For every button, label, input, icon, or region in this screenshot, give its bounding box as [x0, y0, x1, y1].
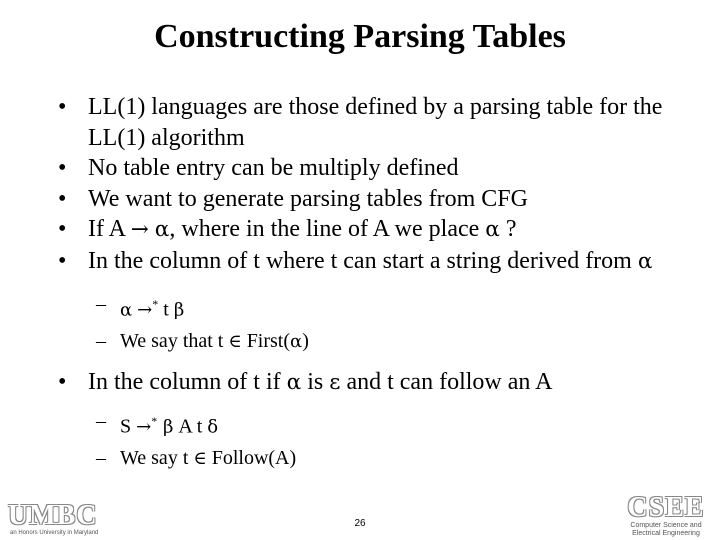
dash-icon: –: [96, 329, 106, 352]
text-part: we place: [388, 216, 486, 242]
element-of-symbol: ∈: [193, 447, 207, 469]
text-part: ?: [499, 216, 517, 242]
bullet-icon: •: [58, 216, 67, 242]
alpha-symbol: α: [286, 369, 302, 395]
bullet-ll1-languages: [58, 92, 698, 153]
bullet-icon: •: [58, 155, 67, 181]
delta-symbol: δ: [207, 416, 219, 438]
terminal-t: t: [330, 247, 338, 274]
alpha-symbol: α: [120, 299, 133, 321]
bullet-if-production: [58, 214, 698, 246]
alpha-symbol: α: [154, 217, 170, 242]
subbullet-follow-set: [58, 443, 698, 474]
text-part: If: [88, 216, 109, 242]
subbullet-derivation: [58, 289, 698, 326]
beta-symbol: β: [157, 416, 174, 438]
arrow-symbol: →: [130, 217, 149, 242]
bullet-text: No table entry can be multiply defined: [88, 155, 459, 181]
nonterminal-A: A: [108, 216, 125, 242]
text-part: and: [340, 368, 388, 395]
subbullet-follow-derivation: [58, 406, 698, 443]
alpha-symbol: α: [637, 248, 653, 274]
umbc-logo-text: UMBC: [8, 500, 98, 531]
text-part: A t: [173, 415, 208, 438]
nonterminal-A: A: [535, 368, 553, 395]
dash-icon: –: [96, 410, 106, 433]
text-part: , where in the line of: [169, 216, 373, 242]
text-part: can follow an: [393, 368, 536, 395]
bullet-no-multiple-entry: [58, 153, 698, 184]
csee-logo: [626, 494, 706, 538]
text-part: is: [301, 368, 330, 395]
bullet-text: LL(1) languages are those defined by a parsing table for the LL(1) algorithm: [88, 94, 663, 151]
bullet-list: [58, 92, 698, 474]
bullet-icon: •: [58, 94, 67, 120]
text-part: First(: [241, 329, 291, 352]
text-part: We say t: [120, 446, 194, 469]
page-number: 26: [354, 518, 366, 529]
text-part: ): [302, 329, 309, 352]
bullet-icon: •: [58, 185, 67, 212]
dash-icon: –: [96, 446, 106, 469]
star-superscript: *: [151, 414, 158, 429]
terminal-t: t: [387, 368, 394, 395]
bullet-icon: •: [58, 247, 67, 274]
text-part: if: [259, 368, 287, 395]
arrow-symbol: →: [137, 299, 153, 321]
text-part: t: [158, 298, 174, 321]
text-part: Follow(A): [206, 446, 297, 469]
bullet-column-first: [58, 246, 698, 278]
text-part: In the column of: [88, 368, 254, 395]
bullet-generate-tables: [58, 184, 698, 215]
bullet-column-follow: [58, 367, 698, 399]
epsilon-symbol: ε: [329, 369, 341, 395]
text-part: where: [259, 247, 331, 274]
alpha-symbol: α: [485, 217, 500, 242]
text-part: In the column of: [88, 247, 254, 274]
bullet-text: We want to generate parsing tables from CFG: [88, 185, 528, 212]
text-part: can start a string derived from: [337, 247, 638, 274]
terminal-t: t: [253, 247, 260, 274]
slide-title: Constructing Parsing Tables: [154, 18, 566, 55]
arrow-symbol: →: [136, 416, 152, 438]
beta-symbol: β: [173, 299, 185, 321]
umbc-logo-subtitle: an Honors University in Maryland: [10, 530, 99, 536]
text-part: S: [120, 415, 137, 438]
subbullet-first-set: [58, 326, 698, 357]
umbc-logo: [8, 502, 98, 537]
csee-logo-subtitle: Computer Science and Electrical Engineering: [630, 522, 702, 537]
terminal-t: t: [253, 368, 260, 395]
dash-icon: –: [96, 293, 106, 315]
star-superscript: *: [152, 297, 159, 311]
csee-logo-text: CSEE: [627, 492, 705, 523]
text-part: We say that t: [120, 329, 229, 352]
element-of-symbol: ∈: [228, 330, 242, 352]
bullet-icon: •: [58, 368, 67, 395]
nonterminal-A: A: [372, 216, 389, 242]
alpha-symbol: α: [290, 330, 303, 352]
